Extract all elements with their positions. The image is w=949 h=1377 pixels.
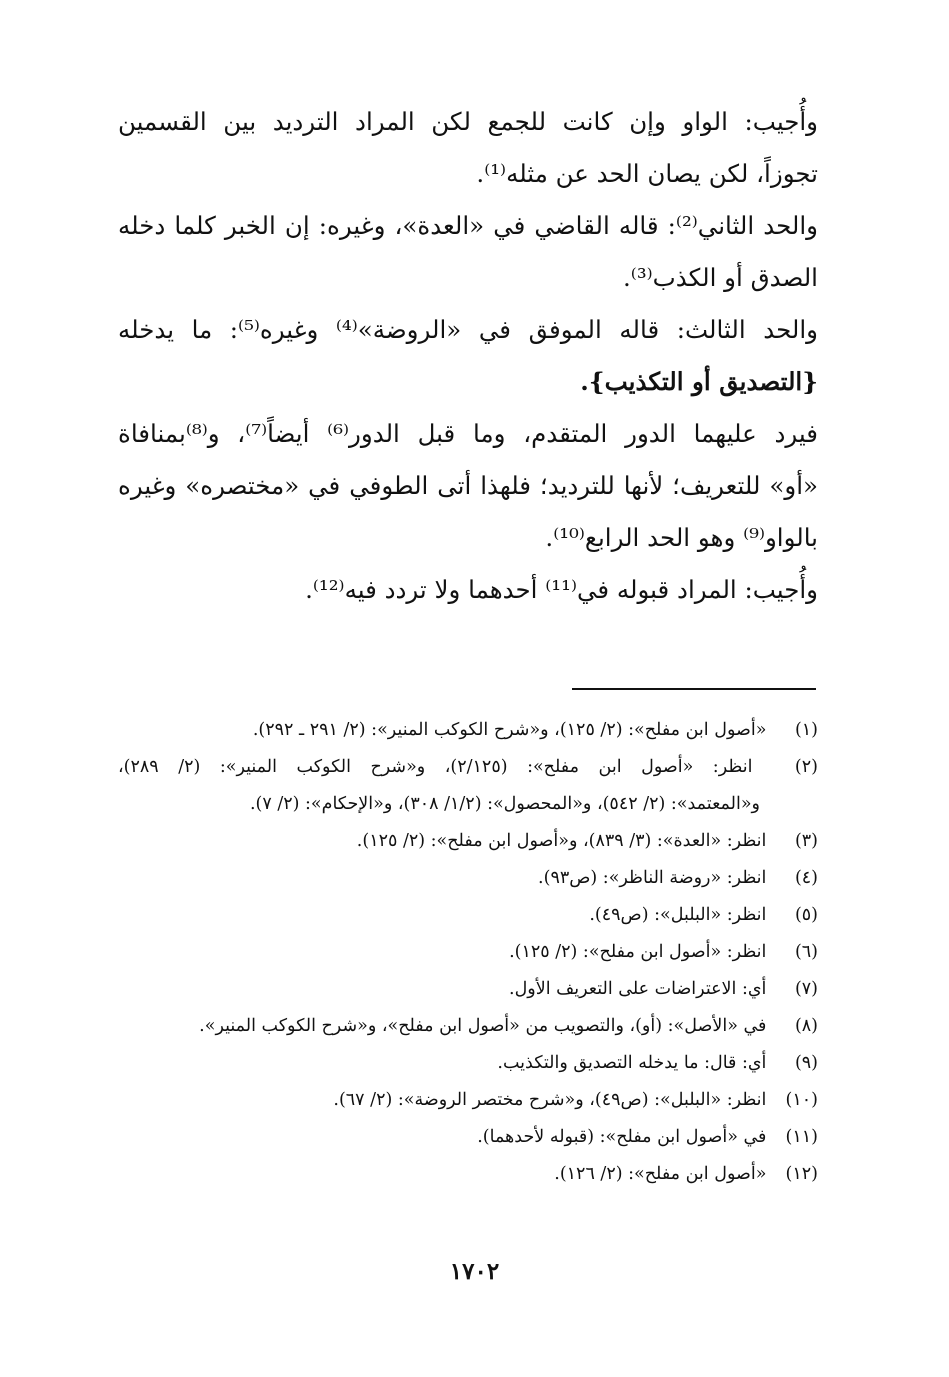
footnote-text: انظر: «البلبل»: (ص٤٩)، و«شرح مختصر الروضة»: (٢/ ٦٧). xyxy=(333,1090,767,1110)
footnote-text: في «أصول ابن مفلح»: (قبوله لأحدهما). xyxy=(477,1127,767,1147)
footnote-number: (١٢) xyxy=(785,1164,818,1184)
footnote-text: انظر: «البلبل»: (ص٤٩). xyxy=(589,905,767,925)
footnote-text: «أصول ابن مفلح»: (٢/ ١٢٥)، و«شرح الكوكب المنير»: (٢/ ٢٩١ ـ ٢٩٢). xyxy=(252,720,767,740)
footnote xyxy=(118,712,818,749)
text-line: الصدق أو الكذب⁽³⁾. xyxy=(623,263,818,292)
footnote-number: (٩) xyxy=(794,1053,818,1073)
footnote xyxy=(118,1082,818,1119)
footnote-text: و«المعتمد»: (٢/ ٥٤٢)، و«المحصول»: (١/٢/ ٣٠٨)، و«الإحكام»: (٢/ ٧). xyxy=(249,794,760,814)
footnote xyxy=(118,971,818,1008)
footnote-number: (٥) xyxy=(794,905,818,925)
text-line: تجوزاً، لكن يصان الحد عن مثله⁽¹⁾. xyxy=(476,159,818,188)
footnote xyxy=(118,1156,818,1193)
main-text xyxy=(118,96,818,616)
footnote xyxy=(118,1045,818,1082)
footnote-text: في «الأصل»: (أو)، والتصويب من «أصول ابن مفلح»، و«شرح الكوكب المنير». xyxy=(199,1016,767,1036)
footnote-number: (١) xyxy=(794,720,818,740)
text-line: والحد الثالث: قاله الموفق في «الروضة»⁽⁴⁾ وغيره⁽⁵⁾: ما يدخله xyxy=(118,315,818,344)
text-line: وأُجيب: الواو وإن كانت للجمع لكن المراد الترديد بين القسمين xyxy=(118,107,818,136)
footnote-text: انظر: «روضة الناظر»: (ص٩٣). xyxy=(538,868,767,888)
footnote-number: (٢) xyxy=(794,757,818,777)
footnote-number: (١١) xyxy=(785,1127,818,1147)
footnote-text: أي: الاعتراضات على التعريف الأول. xyxy=(509,979,767,999)
text-line: والحد الثاني⁽²⁾: قاله القاضي في «العدة»، وغيره: إن الخبر كلما دخله xyxy=(118,211,818,240)
footnote-text: انظر: «العدة»: (٣/ ٨٣٩)، و«أصول ابن مفلح»: (٢/ ١٢٥). xyxy=(356,831,767,851)
footnote-text: أي: قال: ما يدخله التصديق والتكذيب. xyxy=(497,1053,767,1073)
text-line: {التصديق أو التكذيب}. xyxy=(580,367,818,396)
text-line: وأُجيب: المراد قبوله في⁽¹¹⁾ أحدهما ولا تردد فيه⁽¹²⁾. xyxy=(305,575,818,604)
footnote-separator xyxy=(572,688,816,690)
footnote-number: (٨) xyxy=(794,1016,818,1036)
footnote-text: انظر: «أصول ابن مفلح»: (٢/١٢٥)، و«شرح الكوكب المنير»: (٢/ ٢٨٩)، xyxy=(118,757,753,777)
footnotes xyxy=(118,712,818,1193)
footnote-number: (٣) xyxy=(794,831,818,851)
footnote-number: (١٠) xyxy=(785,1090,818,1110)
footnote xyxy=(118,1119,818,1156)
footnote xyxy=(118,823,818,860)
footnote-continuation xyxy=(118,786,818,823)
footnote xyxy=(118,1008,818,1045)
footnote xyxy=(118,749,818,786)
footnote-number: (٦) xyxy=(794,942,818,962)
footnote-text: «أصول ابن مفلح»: (٢/ ١٢٦). xyxy=(554,1164,767,1184)
footnote-text: انظر: «أصول ابن مفلح»: (٢/ ١٢٥). xyxy=(509,942,767,962)
footnote xyxy=(118,897,818,934)
footnote xyxy=(118,860,818,897)
page-number: ١٧٠٢ xyxy=(449,1258,500,1285)
footnote-number: (٧) xyxy=(794,979,818,999)
text-line: فيرد عليهما الدور المتقدم، وما قبل الدور⁽⁶⁾ أيضاً⁽⁷⁾، و⁽⁸⁾بمنافاة xyxy=(118,419,818,448)
text-line: بالواو⁽⁹⁾ وهو الحد الرابع⁽¹⁰⁾. xyxy=(545,523,818,552)
footnote-number: (٤) xyxy=(794,868,818,888)
text-line: «أو» للتعريف؛ لأنها للترديد؛ فلهذا أتى الطوفي في «مختصره» وغيره xyxy=(118,471,818,500)
footnote xyxy=(118,934,818,971)
